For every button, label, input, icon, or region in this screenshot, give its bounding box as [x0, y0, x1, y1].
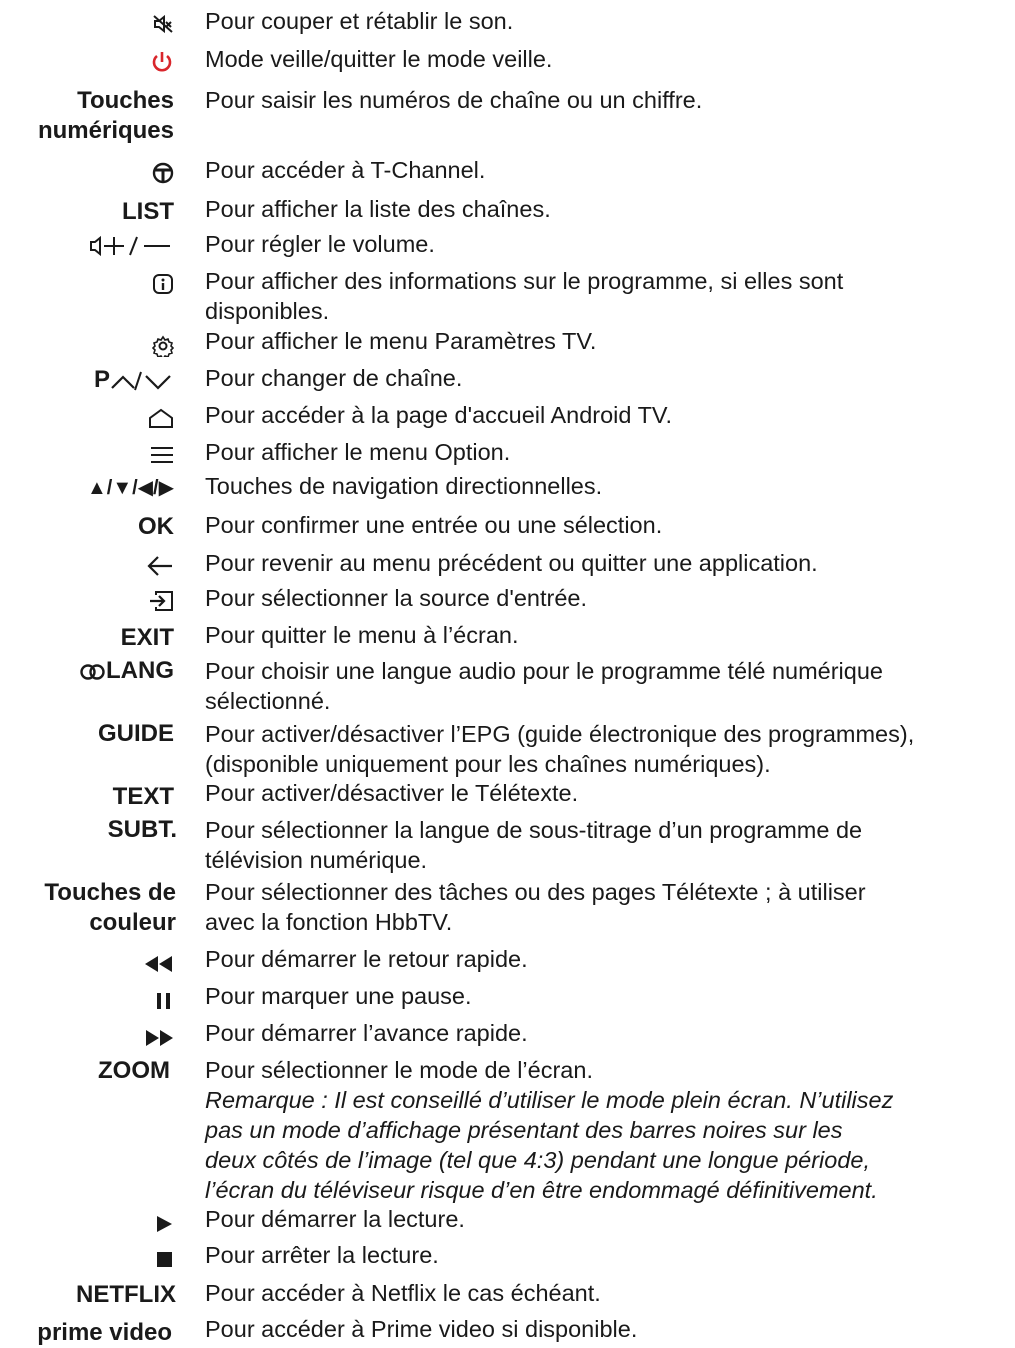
desc-line: Pour couper et rétablir le son.: [205, 8, 514, 34]
desc-line: avec la fonction HbbTV.: [205, 909, 453, 935]
desc-line: Pour démarrer la lecture.: [205, 1206, 465, 1232]
note-line: l’écran du téléviseur risque d’en être endommagé définitivement.: [205, 1177, 878, 1203]
key-label: TEXT: [112, 783, 174, 810]
key-label: Touches de: [44, 879, 176, 906]
desc-channel: [205, 363, 1005, 393]
stop-icon: [154, 1245, 174, 1272]
key-mute: [0, 8, 174, 38]
info-icon: [152, 269, 174, 296]
pause-icon: [154, 986, 174, 1013]
audio-lang-icon: [80, 657, 106, 684]
key-play: [0, 1208, 174, 1238]
desc-lang: [205, 656, 1005, 716]
desc-line: Pour afficher le menu Paramètres TV.: [205, 328, 597, 354]
desc-line: Pour arrêter la lecture.: [205, 1242, 439, 1268]
desc-line: Pour afficher le menu Option.: [205, 439, 511, 465]
key-settings: [0, 330, 174, 360]
desc-line: télévision numérique.: [205, 847, 428, 873]
key-label: SUBT.: [107, 816, 177, 843]
desc-subt: [205, 815, 1005, 875]
key-fast-forward: [0, 1022, 174, 1052]
key-guide: [0, 719, 174, 749]
key-label: EXIT: [120, 624, 174, 651]
desc-line: (disponible uniquement pour les chaînes numériques).: [205, 751, 771, 777]
desc-line: Pour sélectionner le mode de l’écran.: [205, 1057, 593, 1083]
desc-info: [205, 266, 1005, 326]
key-label: numériques: [37, 117, 174, 144]
desc-line: Pour accéder à T-Channel.: [205, 157, 486, 183]
fast-forward-icon: [144, 1023, 174, 1050]
key-label: ZOOM: [98, 1057, 170, 1084]
key-label: LIST: [122, 198, 174, 225]
desc-line: Pour activer/désactiver le Télétexte.: [205, 780, 579, 806]
note-line: deux côtés de l’image (tel que 4:3) pendant une longue période,: [205, 1147, 870, 1173]
key-lang: [0, 656, 174, 686]
desc-netflix: [205, 1278, 1005, 1308]
key-back: [0, 550, 174, 580]
key-label: LANG: [106, 657, 174, 684]
desc-line: Pour revenir au menu précédent ou quitter une application.: [205, 550, 818, 576]
t-channel-icon: [152, 158, 174, 185]
input-source-icon: [148, 586, 174, 613]
desc-mute: [205, 6, 1005, 36]
desc-guide: [205, 719, 1005, 779]
key-home: [0, 402, 174, 432]
key-list: [0, 197, 174, 227]
desc-stop: [205, 1240, 1005, 1270]
note-line: Remarque : Il est conseillé d’utiliser le mode plein écran. N’utilisez: [205, 1087, 894, 1113]
key-ok: [0, 512, 174, 542]
desc-line: Pour afficher des informations sur le programme, si elles sont: [205, 268, 844, 294]
desc-line: Pour saisir les numéros de chaîne ou un chiffre.: [205, 87, 703, 113]
desc-line: Pour confirmer une entrée ou une sélection.: [205, 512, 663, 538]
key-label: P: [93, 366, 110, 393]
desc-option: [205, 437, 1005, 467]
desc-t-channel: [205, 155, 1005, 185]
channel-up-down-icon: [110, 366, 174, 393]
key-netflix: [0, 1280, 176, 1310]
desc-exit: [205, 620, 1005, 650]
key-info: [0, 268, 174, 298]
rewind-icon: [144, 949, 174, 976]
back-arrow-icon: [146, 551, 174, 578]
key-label: NETFLIX: [76, 1281, 176, 1308]
key-power: [0, 46, 174, 76]
key-volume: [0, 230, 174, 260]
key-prime-video: [0, 1318, 172, 1348]
key-text: [0, 782, 174, 812]
key-input-source: [0, 585, 174, 615]
note-line: pas un mode d’affichage présentant des barres noires sur les: [205, 1117, 843, 1143]
key-navigation: [0, 473, 174, 503]
desc-line: Pour quitter le menu à l’écran.: [205, 622, 519, 648]
desc-line: Pour sélectionner la langue de sous-titrage d’un programme de: [205, 817, 863, 843]
key-label: OK: [138, 513, 174, 540]
mute-icon: [152, 9, 174, 36]
desc-home: [205, 400, 1005, 430]
desc-navigation: [205, 471, 1005, 501]
power-icon: [150, 47, 174, 74]
desc-text: [205, 778, 1005, 808]
desc-line: Pour accéder à la page d'accueil Android TV.: [205, 402, 672, 428]
desc-line: Pour accéder à Prime video si disponible.: [205, 1316, 638, 1342]
desc-prime-video: [205, 1314, 1005, 1344]
settings-gear-icon: [152, 331, 174, 358]
option-menu-icon: [150, 440, 174, 467]
desc-rewind: [205, 944, 1005, 974]
key-label: couleur: [89, 909, 176, 936]
desc-fast-forward: [205, 1018, 1005, 1048]
key-t-channel: [0, 157, 174, 187]
key-label: Touches: [77, 87, 174, 114]
key-option: [0, 439, 174, 469]
desc-line: Touches de navigation directionnelles.: [205, 473, 603, 499]
desc-line: Pour accéder à Netflix le cas échéant.: [205, 1280, 601, 1306]
desc-ok: [205, 510, 1005, 540]
key-label: ▲/▼/◀/▶: [86, 477, 174, 499]
desc-line: Pour régler le volume.: [205, 231, 435, 257]
desc-back: [205, 548, 1005, 578]
desc-line: Pour afficher la liste des chaînes.: [205, 196, 551, 222]
desc-list: [205, 194, 1005, 224]
key-channel: [0, 365, 174, 395]
play-icon: [154, 1209, 174, 1236]
desc-zoom: [205, 1055, 1005, 1205]
key-zoom: [0, 1056, 170, 1086]
desc-power: [205, 44, 1005, 74]
key-stop: [0, 1244, 174, 1274]
desc-line: Pour changer de chaîne.: [205, 365, 463, 391]
desc-line: sélectionné.: [205, 688, 331, 714]
home-icon: [148, 403, 174, 430]
desc-line: disponibles.: [205, 298, 330, 324]
desc-input-source: [205, 583, 1005, 613]
desc-line: Pour sélectionner la source d'entrée.: [205, 585, 588, 611]
desc-line: Pour choisir une langue audio pour le programme télé numérique: [205, 658, 883, 684]
key-color-buttons: [0, 878, 176, 938]
desc-volume: [205, 229, 1005, 259]
key-exit: [0, 623, 174, 653]
desc-play: [205, 1204, 1005, 1234]
key-pause: [0, 985, 174, 1015]
desc-pause: [205, 981, 1005, 1011]
desc-line: Mode veille/quitter le mode veille.: [205, 46, 553, 72]
desc-line: Pour sélectionner des tâches ou des pages Télétexte ; à utiliser: [205, 879, 866, 905]
desc-line: Pour marquer une pause.: [205, 983, 472, 1009]
desc-numeric: [205, 85, 1005, 115]
key-numeric: [0, 86, 174, 146]
key-rewind: [0, 948, 174, 978]
key-label: prime video: [37, 1319, 172, 1346]
key-label: GUIDE: [97, 720, 174, 747]
desc-color-buttons: [205, 877, 1005, 937]
desc-line: Pour démarrer le retour rapide.: [205, 946, 528, 972]
volume-plus-minus-icon: [88, 231, 174, 258]
desc-settings: [205, 326, 1005, 356]
desc-line: Pour démarrer l’avance rapide.: [205, 1020, 528, 1046]
key-subt: [0, 815, 177, 845]
desc-line: Pour activer/désactiver l’EPG (guide électronique des programmes),: [205, 721, 915, 747]
